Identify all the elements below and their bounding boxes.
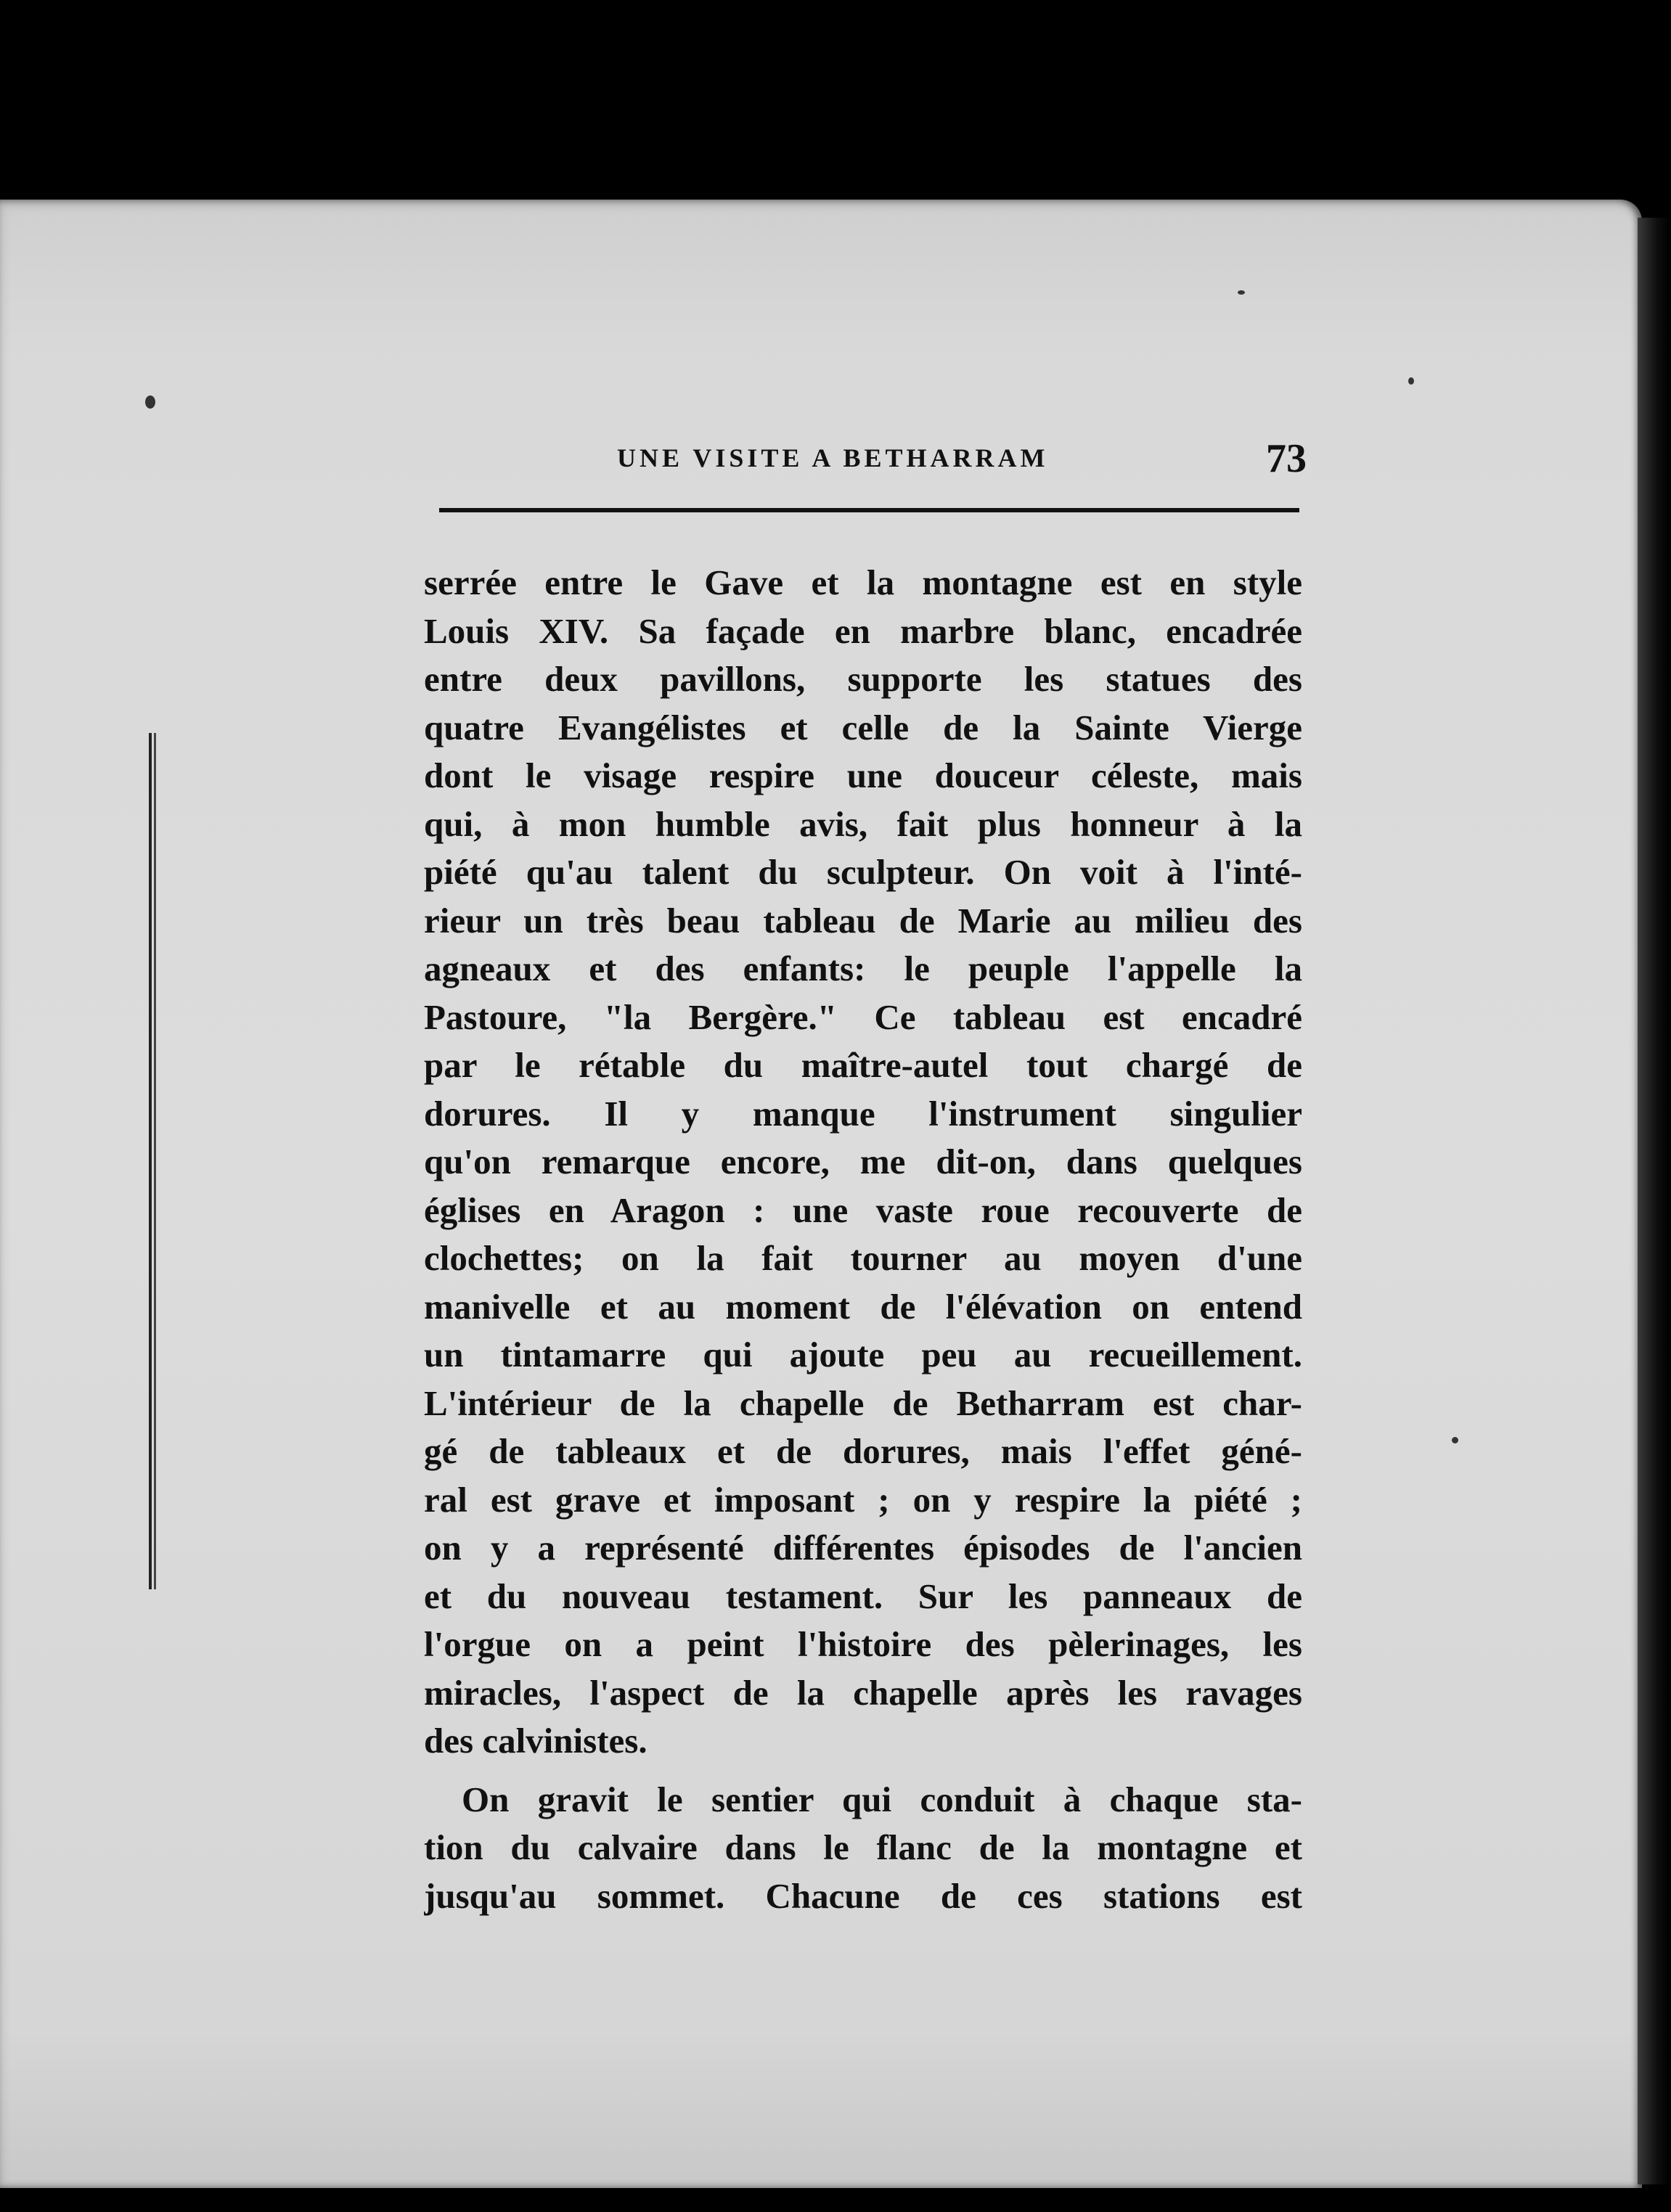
- text-line: miracles, l'aspect de la chapelle après les ravages: [424, 1672, 1302, 1713]
- paragraph: [424, 1776, 1302, 1921]
- text-line: qu'on remarque encore, me dit-on, dans quelques: [424, 1142, 1302, 1181]
- ink-speck: [1238, 290, 1245, 295]
- text-line: clochettes; on la fait tourner au moyen d'une: [424, 1238, 1302, 1278]
- text-line: L'intérieur de la chapelle de Betharram est char-: [424, 1382, 1302, 1423]
- text-line: et du nouveau testament. Sur les panneaux de: [424, 1576, 1302, 1616]
- text-line: quatre Evangélistes et celle de la Sainte Vierge: [424, 707, 1302, 747]
- text-line: piété qu'au talent du sculpteur. On voit à l'inté-: [424, 852, 1302, 892]
- header-rule: [439, 508, 1299, 512]
- text-line: gé de tableaux et de dorures, mais l'effet géné-: [424, 1431, 1302, 1471]
- body-text: [424, 559, 1302, 1920]
- ink-speck: [1408, 377, 1414, 385]
- text-line: manivelle et au moment de l'élévation on entend: [424, 1286, 1302, 1327]
- text-line: églises en Aragon : une vaste roue recouverte de: [424, 1189, 1302, 1230]
- ink-speck: [1452, 1437, 1458, 1443]
- paragraph: [424, 559, 1302, 1766]
- page-number: 73: [1266, 436, 1307, 481]
- running-head: [436, 435, 1307, 501]
- text-line: ral est grave et imposant ; on y respire la piété ;: [424, 1479, 1302, 1520]
- running-title: UNE VISITE A BETHARRAM: [617, 443, 1049, 472]
- text-line: serrée entre le Gave et la montagne est en style: [424, 562, 1302, 602]
- text-line: agneaux et des enfants: le peuple l'appelle la: [424, 949, 1302, 988]
- text-line: un tintamarre qui ajoute peu au recueillement.: [424, 1335, 1302, 1375]
- text-line: On gravit le sentier qui conduit à chaque sta-: [462, 1779, 1302, 1819]
- text-line: Louis XIV. Sa façade en marbre blanc, encadrée: [424, 610, 1302, 651]
- text-line: qui, à mon humble avis, fait plus honneur à la: [424, 803, 1302, 844]
- text-line: Pastoure, "la Bergère." Ce tableau est encadré: [424, 996, 1302, 1037]
- text-line: dorures. Il y manque l'instrument singulier: [424, 1093, 1302, 1134]
- text-line: des calvinistes.: [424, 1721, 647, 1761]
- ink-speck: [145, 396, 155, 409]
- text-line: on y a représenté différentes épisodes de l'ancien: [424, 1528, 1302, 1568]
- book-edge: [1638, 218, 1671, 2184]
- text-line: dont le visage respire une douceur céleste, mais: [424, 755, 1302, 795]
- text-line: entre deux pavillons, supporte les statues des: [424, 659, 1302, 699]
- text-line: par le rétable du maître-autel tout chargé de: [424, 1045, 1302, 1085]
- text-line: tion du calvaire dans le flanc de la montagne et: [424, 1827, 1302, 1867]
- margin-rule: [149, 733, 156, 1589]
- text-line: rieur un très beau tableau de Marie au milieu des: [424, 900, 1302, 941]
- text-line: jusqu'au sommet. Chacune de ces stations est: [424, 1875, 1302, 1916]
- text-line: l'orgue on a peint l'histoire des pèlerinages, les: [424, 1624, 1302, 1664]
- paragraph-gap: [424, 1766, 1302, 1776]
